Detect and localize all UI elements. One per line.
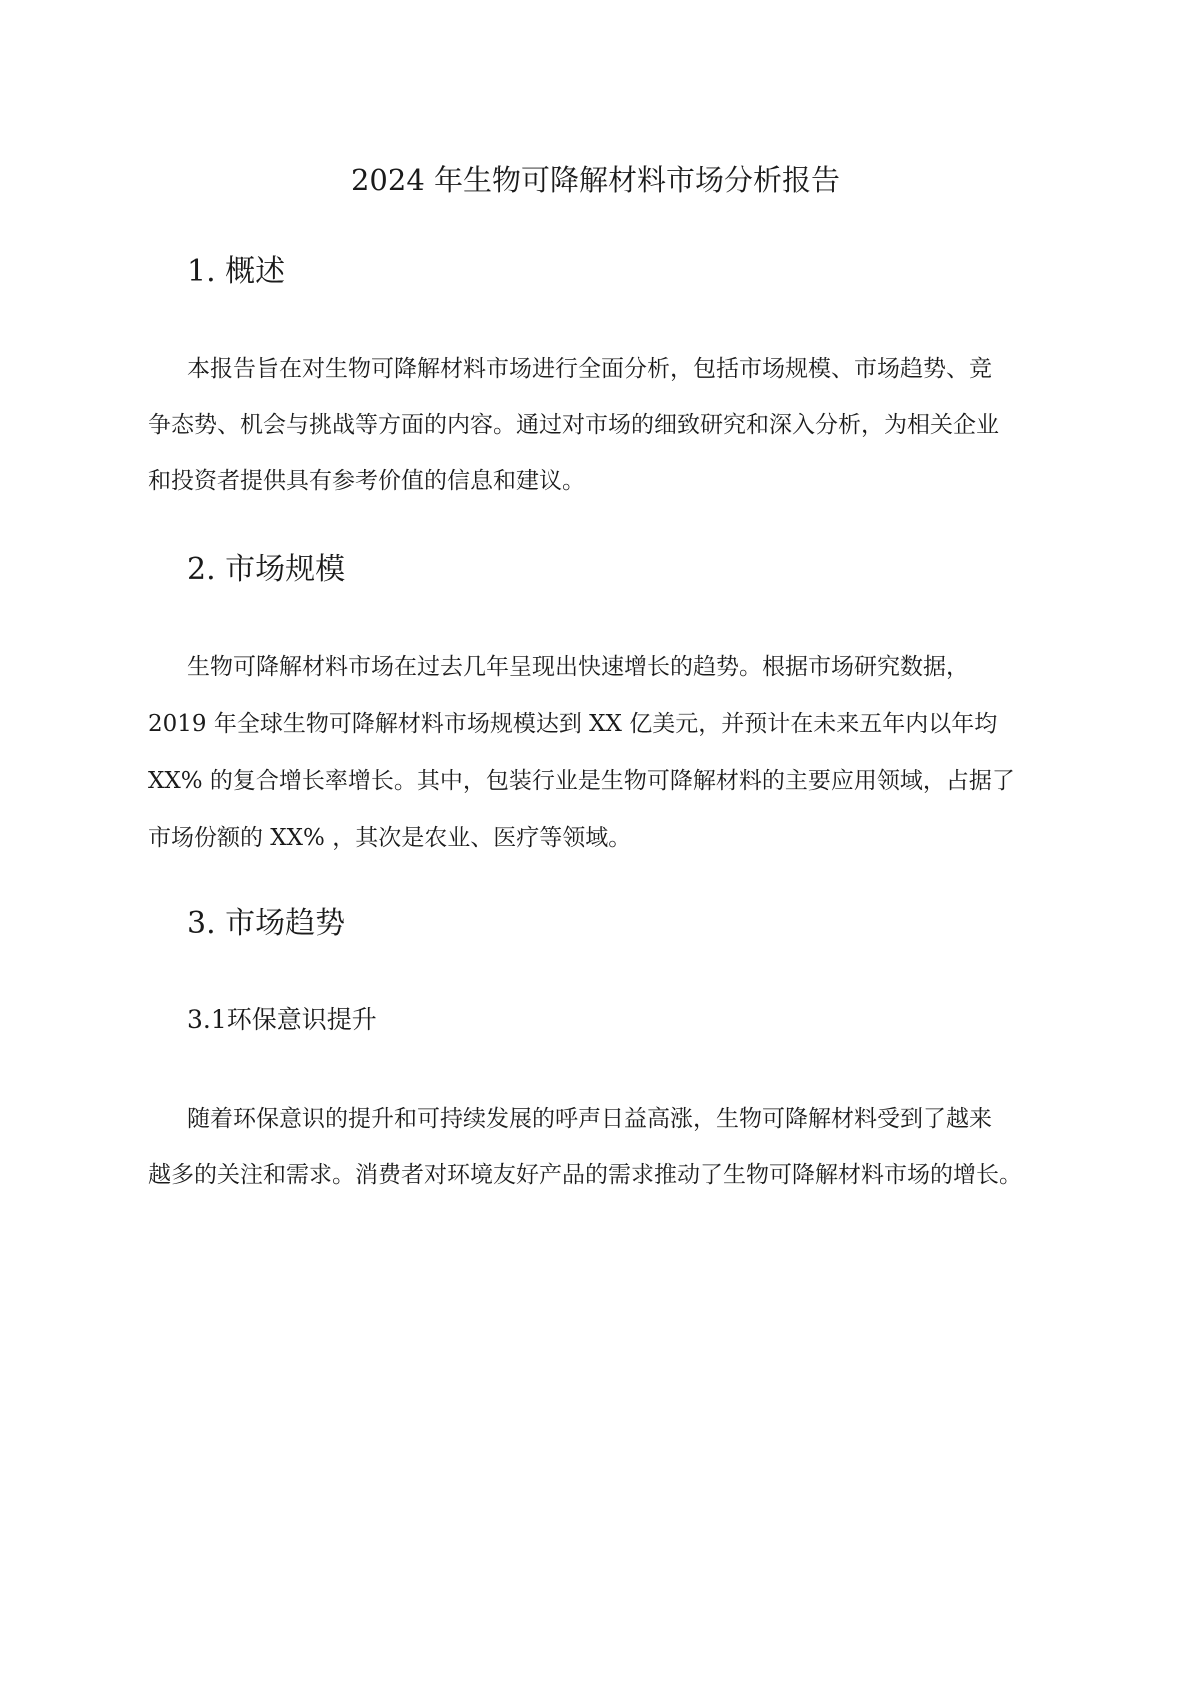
subsection-heading-environmental-awareness: 3.1环保意识提升 — [187, 1005, 377, 1034]
paragraph-line: 本报告旨在对生物可降解材料市场进行全面分析，包括市场规模、市场趋势、竞 — [187, 356, 992, 382]
paragraph-line: 越多的关注和需求。消费者对环境友好产品的需求推动了生物可降解材料市场的增长。 — [148, 1162, 1022, 1188]
section-heading-overview: 1. 概述 — [187, 254, 286, 289]
paragraph-line: 和投资者提供具有参考价值的信息和建议。 — [148, 468, 585, 494]
section-heading-market-size: 2. 市场规模 — [187, 552, 346, 587]
paragraph-line: 生物可降解材料市场在过去几年呈现出快速增长的趋势。根据市场研究数据， — [187, 654, 969, 680]
paragraph-line: 市场份额的 XX% ，其次是农业、医疗等领域。 — [148, 825, 632, 851]
paragraph-line: XX% 的复合增长率增长。其中，包装行业是生物可降解材料的主要应用领域，占据了 — [148, 768, 1015, 794]
document-title: 2024 年生物可降解材料市场分析报告 — [350, 163, 841, 197]
paragraph-line: 争态势、机会与挑战等方面的内容。通过对市场的细致研究和深入分析，为相关企业 — [148, 412, 999, 438]
section-heading-market-trends: 3. 市场趋势 — [187, 906, 346, 941]
paragraph-line: 随着环保意识的提升和可持续发展的呼声日益高涨，生物可降解材料受到了越来 — [187, 1106, 992, 1132]
paragraph-line: 2019 年全球生物可降解材料市场规模达到 XX 亿美元，并预计在未来五年内以年均 — [148, 711, 998, 737]
